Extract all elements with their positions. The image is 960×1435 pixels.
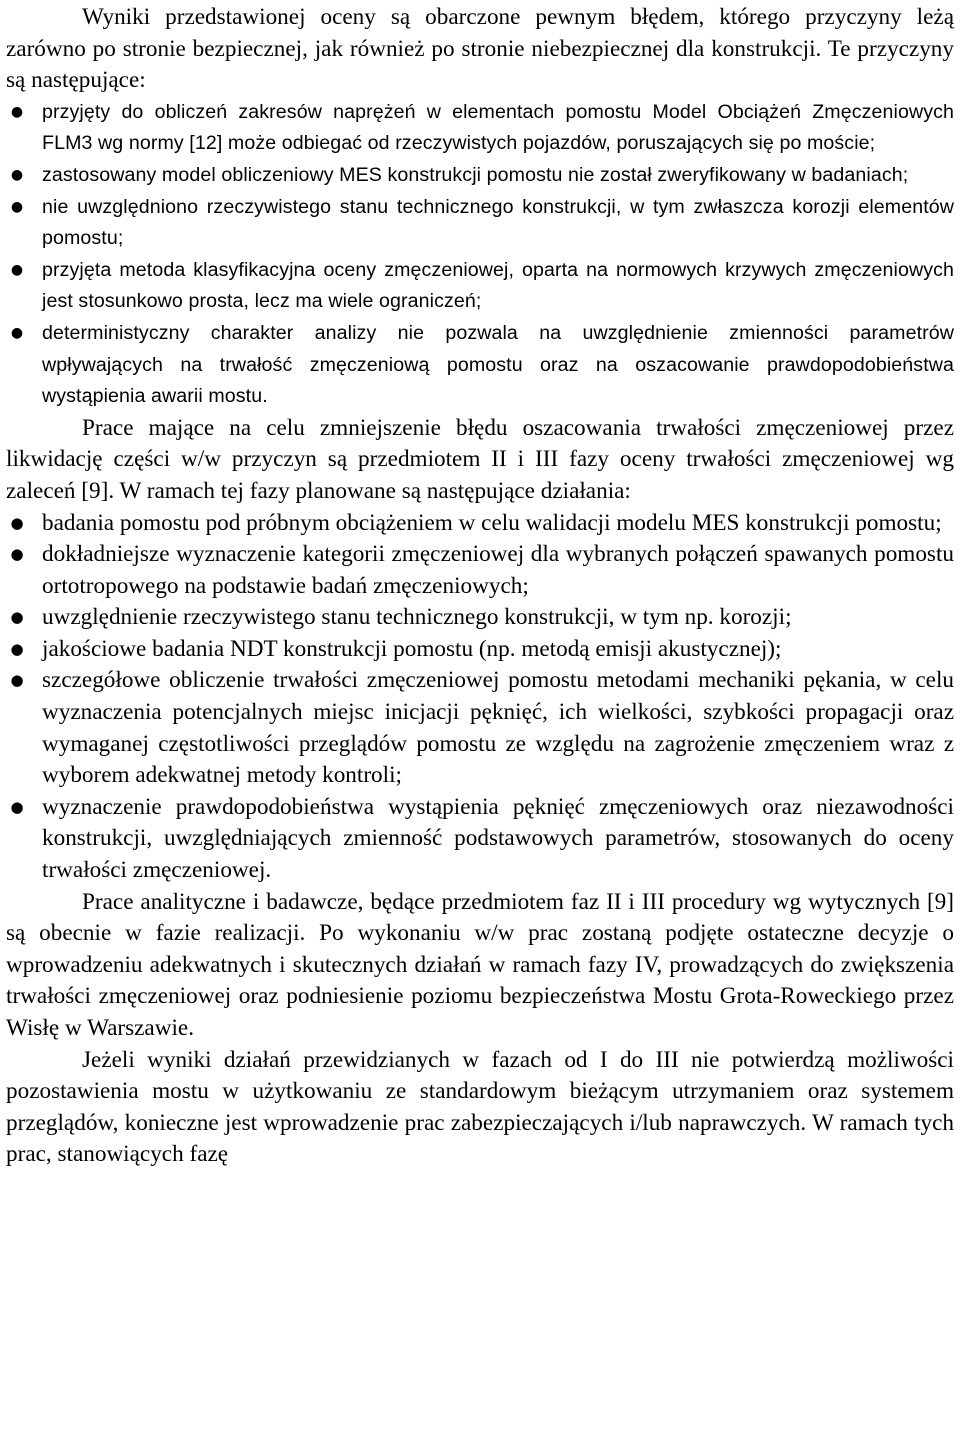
bullet-icon: ● [10, 198, 24, 215]
bullet-icon: ● [10, 513, 24, 532]
bullet-icon: ● [10, 166, 24, 183]
list-item [6, 192, 954, 255]
paragraph-consequences: Jeżeli wyniki działań przewidzianych w fazach od I do III nie potwierdzą możliwości pozostawienia mostu w użytkowaniu ze standardowym bieżącym utrzymaniem oraz systemem przeglądów, konieczne jest wprowadzenie prac zabezpieczających i/lub naprawczych. W ramach tych prac, stanowiących fazę [6, 1046, 954, 1168]
document-page [6, 2, 954, 1171]
list-item-text: przyjęty do obliczeń zakresów naprężeń w elementach pomostu Model Obciążeń Zmęczeniowych FLM3 wg normy [12] może odbiegać od rzeczywistych pojazdów, poruszających się po moście; [42, 100, 954, 155]
bullet-icon: ● [10, 545, 24, 564]
list-item-text: przyjęta metoda klasyfikacyjna oceny zmęczeniowej, oparta na normowych krzywych zmęczeniowych jest stosunkowo prosta, lecz ma wiele ograniczeń; [42, 258, 954, 313]
bullet-icon: ● [10, 103, 24, 120]
error-causes-list [6, 97, 954, 413]
list-item-text: zastosowany model obliczeniowy MES konstrukcji pomostu nie został zweryfikowany w badaniach; [42, 163, 909, 186]
paragraph-status: Prace analityczne i badawcze, będące przedmiotem faz II i III procedury wg wytycznych [9] są obecnie w fazie realizacji. Po wykonaniu w/w prac zostaną podjęte ostateczne decyzje o wprowadzeniu adekwatnych i skutecznych działań w ramach fazy IV, prowadzących do zwiększenia trwałości zmęczeniowej oraz podniesienie poziomu bezpieczeństwa Mostu Grota-Roweckiego przez Wisłę w Warszawie. [6, 888, 954, 1041]
list-item-text: uwzględnienie rzeczywistego stanu technicznego konstrukcji, w tym np. korozji; [42, 604, 792, 631]
bullet-icon: ● [10, 261, 24, 278]
list-item [6, 634, 954, 666]
list-item-text: badania pomostu pod próbnym obciążeniem w celu walidacji modelu MES konstrukcji pomostu; [42, 509, 942, 536]
list-item-text: nie uwzględniono rzeczywistego stanu technicznego konstrukcji, w tym zwłaszcza korozji elementów pomostu; [42, 195, 954, 250]
list-item [6, 539, 954, 602]
list-item [6, 255, 954, 318]
planned-actions-list [6, 508, 954, 887]
list-item [6, 97, 954, 160]
list-item [6, 318, 954, 413]
list-item-text: jakościowe badania NDT konstrukcji pomostu (np. metodą emisji akustycznej); [42, 635, 782, 662]
list-item-text: deterministyczny charakter analizy nie pozwala na uwzględnienie zmienności parametrów wpływających na trwałość zmęczeniową pomostu oraz na oszacowanie prawdopodobieństwa wystąpienia awarii mostu. [42, 321, 954, 408]
list-item-text: dokładniejsze wyznaczenie kategorii zmęczeniowej dla wybranych połączeń spawanych pomostu ortotropowego na podstawie badań zmęczeniowych; [42, 541, 954, 599]
list-item [6, 792, 954, 887]
list-item [6, 602, 954, 634]
paragraph-intro: Wyniki przedstawionej oceny są obarczone pewnym błędem, którego przyczyny leżą zarówno po stronie bezpiecznej, jak również po stronie niebezpiecznej dla konstrukcji. Te przyczyny są następujące: [6, 4, 954, 94]
list-item [6, 160, 954, 192]
bullet-icon: ● [10, 671, 24, 690]
paragraph-planned-actions: Prace mające na celu zmniejszenie błędu oszacowania trwałości zmęczeniowej przez likwidację części w/w przyczyn są przedmiotem II i III fazy oceny trwałości zmęczeniowej wg zaleceń [9]. W ramach tej fazy planowane są następujące działania: [6, 414, 954, 504]
bullet-icon: ● [10, 639, 24, 658]
bullet-icon: ● [10, 608, 24, 627]
bullet-icon: ● [10, 324, 24, 341]
list-item [6, 665, 954, 791]
bullet-icon: ● [10, 797, 24, 816]
list-item [6, 508, 954, 540]
list-item-text: wyznaczenie prawdopodobieństwa wystąpienia pęknięć zmęczeniowych oraz niezawodności konstrukcji, uwzględniających zmienność podstawowych parametrów, stosowanych do oceny trwałości zmęczeniowej. [42, 793, 954, 884]
list-item-text: szczegółowe obliczenie trwałości zmęczeniowej pomostu metodami mechaniki pękania, w celu wyznaczenia potencjalnych miejsc inicjacji pęknięć, ich wielkości, szybkości propagacji oraz wymaganej częstotliwości przeglądów pomostu ze względu na zagrożenie zmęczeniem wraz z wyborem adekwatnej metody kontroli; [42, 667, 954, 789]
